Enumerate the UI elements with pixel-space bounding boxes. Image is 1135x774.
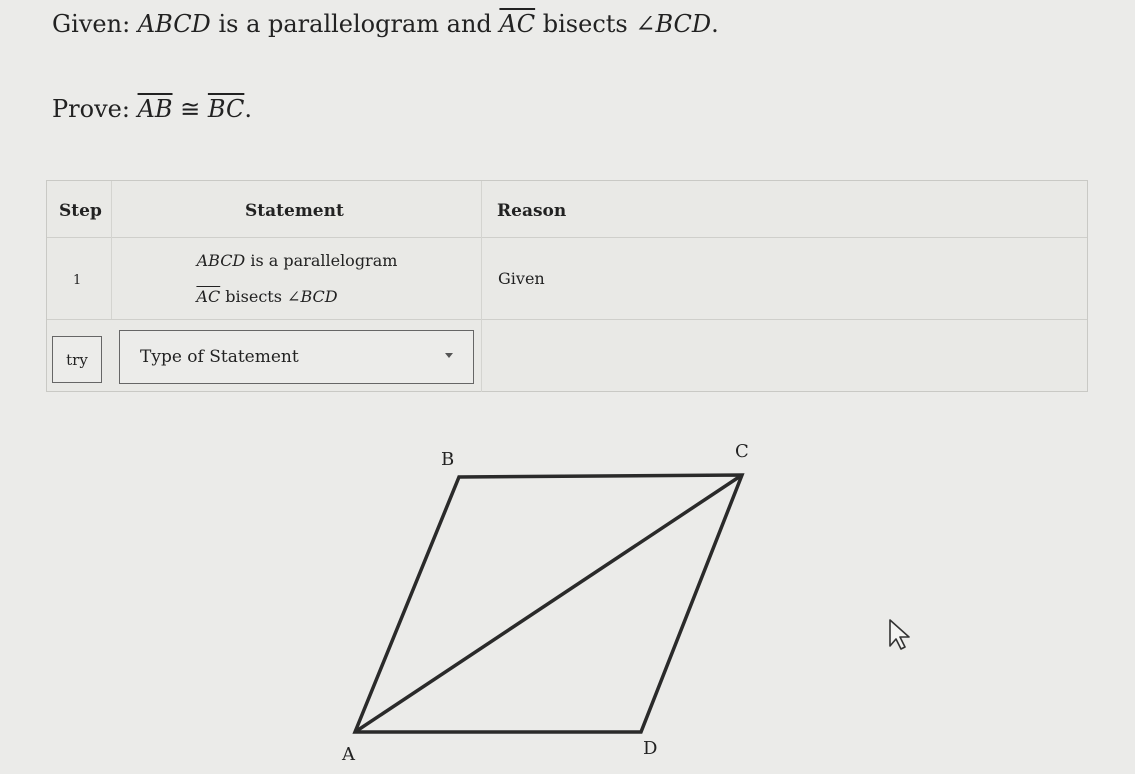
statement-angle: ∠BCD — [287, 287, 338, 306]
mouse-pointer-icon — [887, 618, 917, 652]
row-1-reason: Given — [498, 269, 545, 288]
prove-segment-1: $\overline{AB}$ — [137, 95, 173, 123]
vertex-label-b: B — [441, 449, 455, 470]
given-angle: ∠BCD — [635, 10, 712, 38]
diagonal-ac — [355, 475, 742, 732]
try-label: try — [66, 350, 88, 369]
header-step: Step — [59, 201, 102, 221]
vertex-label-d: D — [643, 738, 658, 759]
statement-figure: ABCD — [196, 251, 246, 270]
header-statement: Statement — [245, 201, 344, 221]
statement-text: bisects — [220, 287, 288, 306]
statement-segment: $\overline{AC}$ — [196, 287, 221, 306]
given-figure: ABCD — [137, 10, 211, 38]
congruent-symbol: ≅ — [172, 95, 208, 123]
given-label: Given: — [52, 10, 138, 38]
header-reason: Reason — [497, 201, 567, 221]
prove-segment-2: $\overline{BC}$ — [207, 95, 245, 123]
given-text-1: is a parallelogram and — [210, 10, 500, 38]
row-1-step: 1 — [73, 273, 82, 288]
given-end: . — [711, 10, 719, 38]
prove-label: Prove: — [52, 95, 138, 123]
statement-text: is a parallelogram — [245, 251, 398, 270]
given-text-2: bisects — [535, 10, 636, 38]
prove-end: . — [244, 95, 252, 123]
dropdown-placeholder: Type of Statement — [140, 347, 299, 367]
vertex-label-a: A — [342, 744, 355, 765]
given-segment: $\overline{AC}$ — [499, 10, 536, 38]
vertex-label-c: C — [735, 441, 749, 462]
